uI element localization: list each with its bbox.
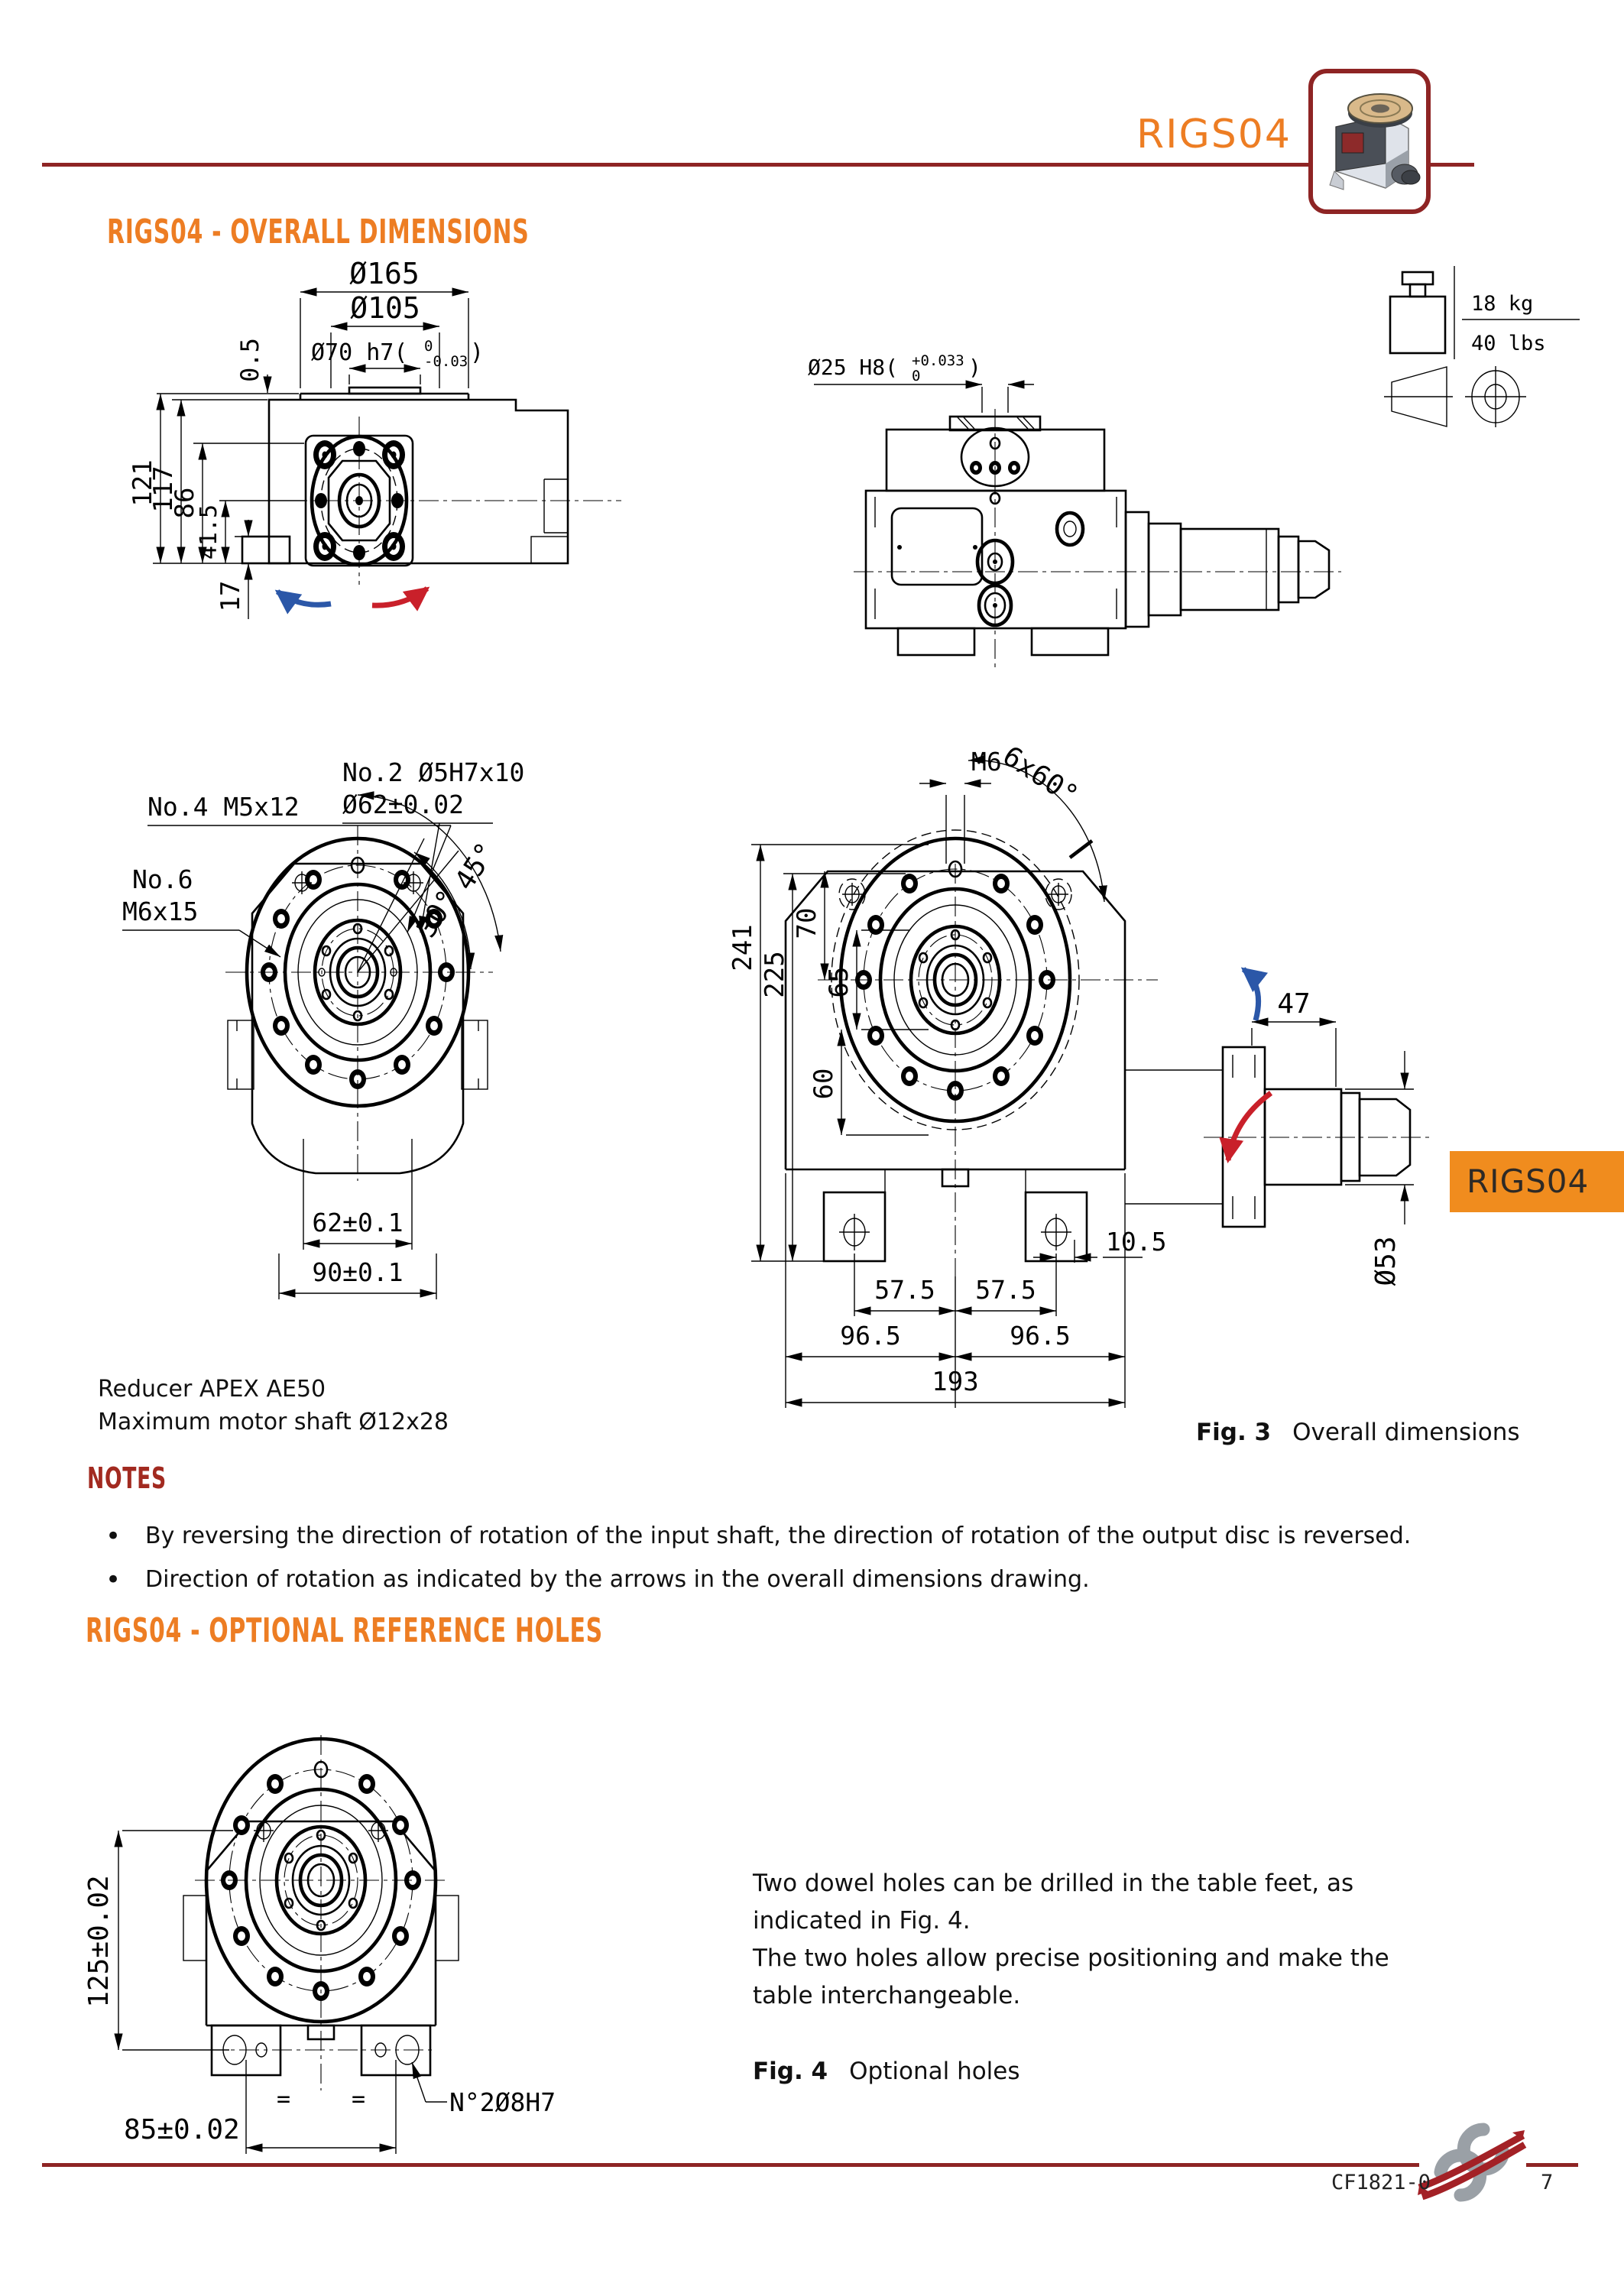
dim-h96-right: 96.5 (1010, 1321, 1071, 1351)
dim-h57-right: 57.5 (975, 1275, 1036, 1305)
dim-d53: Ø53 (1370, 1236, 1402, 1286)
rotation-ccw-arrow (277, 592, 331, 605)
fig3-label: Fig. 3 (1196, 1419, 1272, 1446)
notes-list (99, 1523, 1582, 1610)
dim-a6x60: 6x60° (997, 740, 1084, 812)
projection-symbol-icon (1384, 366, 1526, 427)
dim-d85: 85±0.02 (124, 2114, 240, 2145)
weight-kg: 18 kg (1471, 292, 1534, 316)
dim-v225: 225 (760, 951, 790, 998)
dim-h57-left: 57.5 (874, 1275, 935, 1305)
footer-page-number: 7 (1541, 2171, 1554, 2194)
note-item: • Direction of rotation as indicated by the arrows in the overall dimensions drawing. (99, 1566, 1582, 1593)
dim-d70-close: ) (470, 339, 485, 366)
label-n2-d8h7: N°2Ø8H7 (449, 2087, 556, 2117)
fig4-caption-text: Optional holes (849, 2058, 1020, 2085)
dim-d25-close: ) (968, 355, 981, 380)
weight-lbs: 40 lbs (1471, 332, 1546, 355)
dim-v17: 17 (216, 580, 246, 612)
footer-doc-code: CF1821-0 (1331, 2171, 1431, 2194)
side-tab-rigs04: RIGS04 (1450, 1151, 1624, 1212)
dim-d10-5: 10.5 (1106, 1227, 1167, 1257)
label-no4: No.4 M5x12 (147, 792, 300, 822)
dim-d25-tol-bot: 0 (912, 368, 921, 384)
footer-rule-right (1526, 2163, 1578, 2167)
dim-v86: 86 (170, 487, 200, 519)
fig4-caption (753, 2058, 1020, 2085)
section-heading-optional: RIGS04 - OPTIONAL REFERENCE HOLES (86, 1611, 603, 1650)
product-image-frame (1308, 69, 1431, 214)
dim-v121: 121 (128, 459, 158, 507)
dim-v60: 60 (809, 1068, 839, 1100)
dim-d05: 0.5 (235, 338, 264, 382)
label-d62: Ø62±0.02 (342, 790, 464, 819)
footer-rule-left (42, 2163, 1419, 2167)
dim-v41-5: 41.5 (196, 504, 222, 560)
dim-d70: Ø70 h7( (311, 339, 408, 366)
dim-m6: M6 (971, 747, 1002, 777)
note-item: • By reversing the direction of rotation of the input shaft, the direction of rotation of the output disc is reversed. (99, 1523, 1582, 1549)
front-view-input-side (786, 830, 1429, 1276)
dim-a30: 30° (410, 884, 465, 944)
equal-mark: = (276, 2086, 291, 2113)
fig4-label: Fig. 4 (753, 2058, 828, 2085)
equal-mark: = (351, 2086, 366, 2113)
dim-v70: 70 (792, 907, 822, 939)
rotation-up-arrow (1243, 969, 1259, 1020)
fig3-caption (1196, 1419, 1520, 1446)
dim-d125: 125±0.02 (83, 1875, 115, 2008)
dim-v241: 241 (728, 924, 758, 971)
header-rule (42, 163, 1474, 167)
reducer-note-line2: Maximum motor shaft Ø12x28 (98, 1409, 449, 1435)
dim-h96-left: 96.5 (840, 1321, 901, 1351)
label-no6-1: No.6 (132, 864, 193, 894)
dim-h47: 47 (1277, 988, 1311, 1020)
side-view-output-disc (242, 388, 621, 605)
dim-h90: 90±0.1 (312, 1257, 404, 1287)
dim-a45: 45° (449, 837, 503, 897)
product-photo (1313, 73, 1426, 209)
dim-d70-tol-bot: -0.03 (424, 353, 468, 370)
optional-paragraph-2: The two holes allow precise positioning and make the table interchangeable. (753, 1944, 1389, 2009)
side-view-motor (808, 352, 1341, 669)
brand-logo (1416, 2122, 1528, 2204)
fig3-caption-text: Overall dimensions (1292, 1419, 1520, 1446)
front-view-labels (122, 757, 524, 1299)
dim-d70-tol-top: 0 (424, 338, 433, 355)
dim-v65: 65 (824, 966, 854, 998)
reducer-note-line1: Reducer APEX AE50 (98, 1376, 326, 1403)
label-no6-2: M6x15 (122, 897, 199, 926)
dim-h62: 62±0.1 (312, 1208, 404, 1237)
label-no2: No.2 Ø5H7x10 (342, 757, 525, 787)
dim-h193: 193 (932, 1367, 979, 1397)
dim-d165: Ø165 (349, 260, 420, 290)
notes-heading: NOTES (87, 1461, 167, 1495)
optional-paragraph-1: Two dowel holes can be drilled in the table feet, as indicated in Fig. 4. (753, 1870, 1354, 1935)
section-heading-overall: RIGS04 - OVERALL DIMENSIONS (107, 212, 530, 251)
front-view-optional-holes (183, 1735, 459, 2090)
fig3-overall-dimensions-drawing (42, 260, 1582, 1422)
weight-icon (1390, 266, 1580, 359)
dim-d25-tol-top: +0.033 (912, 352, 964, 369)
dim-d105: Ø105 (350, 291, 420, 325)
front-view-input-dimensions (728, 741, 1414, 1408)
page-title: RIGS04 (1136, 112, 1292, 157)
dim-d25: Ø25 H8( (808, 355, 899, 380)
dim-v117: 117 (148, 465, 179, 513)
rotation-cw-arrow (372, 589, 427, 605)
